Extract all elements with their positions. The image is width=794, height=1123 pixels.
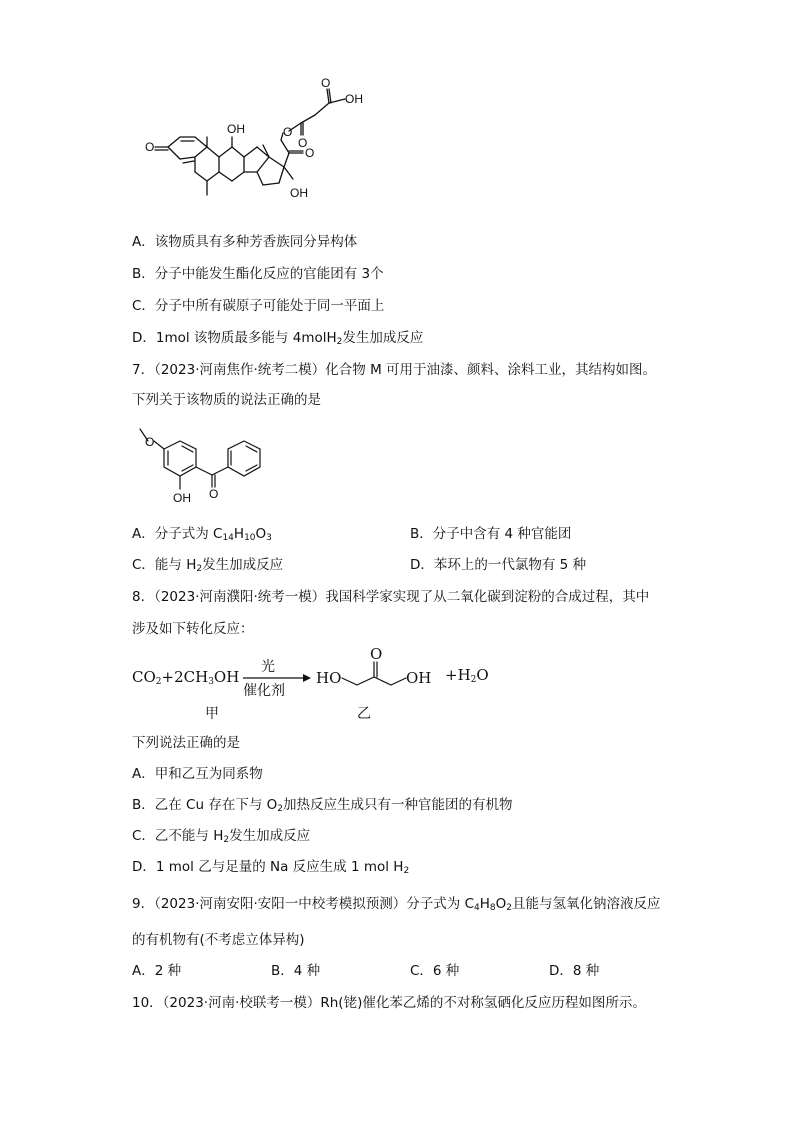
svg-text:OH: OH: [290, 186, 308, 200]
q9-stem-line-2: 的有机物有(不考虑立体异构): [132, 932, 305, 948]
q8-product-oh: OH: [406, 669, 432, 687]
svg-text:OH: OH: [173, 491, 191, 505]
q8-label-jia: 甲: [205, 706, 219, 722]
svg-text:O: O: [321, 76, 331, 90]
q10-stem: 10．（2023·河南·校联考一模）Rh(铑)催化苯乙烯的不对称氢硒化反应历程如图所示。: [132, 995, 646, 1011]
q9-option-d: D．8 种: [549, 963, 600, 979]
q6-option-d: D．1mol 该物质最多能与 4molH$_2$发生加成反应: [132, 330, 424, 347]
q7-option-b: B．分子中含有 4 种官能团: [410, 526, 572, 542]
q8-arrow-bottom-label: 催化剂: [243, 683, 285, 699]
q9-option-c: C．6 种: [410, 963, 460, 979]
q8-product-o: O: [370, 645, 383, 663]
q9-option-b: B．4 种: [271, 963, 321, 979]
q9-option-a: A．2 种: [132, 963, 182, 979]
q8-option-d: D．1 mol 乙与足量的 Na 反应生成 1 mol $H_2$: [132, 859, 410, 876]
q7-option-d: D．苯环上的一代氯物有 5 种: [410, 557, 587, 573]
q9-stem-line-1: 9．（2023·河南安阳·安阳一中校考模拟预测）分子式为 $C_4H_8O_2$且能与氢氧化钠溶液反应: [132, 896, 661, 913]
q8-reactant-text: $CO_2+2CH_3OH$: [132, 668, 240, 687]
q8-stem-line-1: 8．（2023·河南濮阳·统考一模）我国科学家实现了从二氧化碳到淀粉的合成过程，其中: [132, 589, 650, 605]
q6-molecule-structure: [135, 75, 385, 225]
svg-text:OH: OH: [345, 92, 363, 106]
q7-stem-line-1: 7．（2023·河南焦作·统考二模）化合物 M 可用于油漆、颜料、涂料工业，其结构如图。: [132, 362, 657, 378]
q7-stem-line-2: 下列关于该物质的说法正确的是: [132, 392, 321, 408]
svg-text:O: O: [298, 136, 308, 150]
q7-option-a: A．分子式为 $C_{14}H_{10}O_3$: [132, 526, 272, 543]
q8-option-c: C．乙不能与 $H_2$发生加成反应: [132, 828, 311, 845]
q7-molecule-structure: [130, 415, 290, 515]
q8-water: $+H_2O$: [445, 666, 489, 685]
q8-option-b: B．乙在 Cu 存在下与 $O_2$加热反应生成只有一种官能团的有机物: [132, 797, 513, 814]
q6-option-a: A．该物质具有多种芳香族同分异构体: [132, 234, 358, 250]
q8-option-a: A．甲和乙互为同系物: [132, 766, 263, 782]
svg-text:O: O: [209, 487, 219, 501]
q6-option-c: C．分子中所有碳原子可能处于同一平面上: [132, 298, 385, 314]
svg-text:OH: OH: [227, 122, 245, 136]
svg-text:O: O: [283, 125, 293, 139]
svg-text:O: O: [145, 140, 155, 154]
svg-text:O: O: [145, 435, 155, 449]
q8-stem-line-3: 下列说法正确的是: [132, 735, 240, 751]
q8-label-yi: 乙: [357, 706, 371, 722]
q6-option-b: B．分子中能发生酯化反应的官能团有 3个: [132, 266, 384, 282]
q8-stem-line-2: 涉及如下转化反应：: [132, 621, 254, 637]
svg-text:O: O: [305, 146, 315, 160]
q8-product-ho: HO: [316, 669, 342, 687]
q8-arrow-top-label: 光: [261, 659, 275, 675]
q7-option-c: C．能与 $H_2$发生加成反应: [132, 557, 284, 574]
